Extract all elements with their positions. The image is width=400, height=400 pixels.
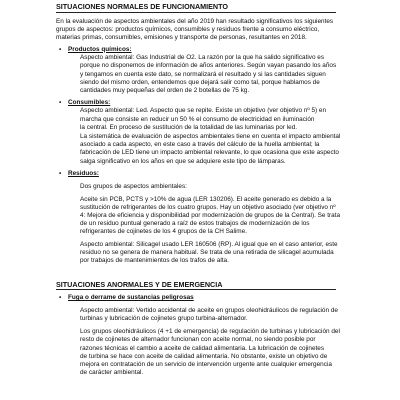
fuga-paragraph-a: [80, 307, 368, 323]
text-line: siendo del mismo orden, entendemos que dejará salir como tal, porque hablamos de: [80, 78, 320, 86]
text-line: sustitución de refrigerantes de los cuatro grupos. Hay un objetivo asociado (ver objetivo nº: [80, 203, 336, 211]
residuos-paragraph-a: [80, 196, 368, 236]
text-line: Aspecto ambiental: Gas Industrial de O2. La razón por la que ha salido significativo es: [80, 54, 325, 62]
text-line: En la evaluación de aspectos ambientales del año 2019 han resultado significativos los siguientes: [56, 17, 334, 25]
text-line: residuo no se genera de manera habitual. Se trata de una retirada de silicagel acumulada: [80, 249, 334, 257]
text-line: salga significativo en los años en que se adquiere este tipo de lámparas.: [80, 157, 286, 165]
text-line: de un residuo puntual generado a raíz de estos trabajos de modernización de los: [80, 220, 310, 228]
text-line: Dos grupos de aspectos ambientales:: [80, 182, 187, 190]
text-line: resto de cojinetes de alternador funcionan con aceite normal, no siendo posible por: [80, 336, 316, 344]
text-line: Aspecto ambiental: Vertido accidental de aceite en grupos oleohidráulicos de regulación de: [80, 307, 338, 315]
text-line: mejora en contratación de un servicio de intervención urgente ante cualquier emergencia: [80, 360, 332, 368]
residuos-paragraph-b: [80, 241, 368, 265]
productos-paragraph: [80, 54, 368, 94]
text-line: refrigerantes de cojinetes de los 4 grupos de la CH Salime.: [80, 228, 247, 236]
text-line: materias primas, consumibles, emisiones y transporte de personas, resultantes en 2018.: [56, 33, 307, 41]
consumibles-paragraph-b: [80, 133, 368, 165]
residuos-intro: [80, 183, 368, 191]
text-line: fabricación de LED tiene un impacto ambiental relevante, lo que ocasiona que este aspecto: [80, 149, 339, 157]
text-line: Aspecto ambiental: Silicagel usado LER 160506 (RP). Al igual que en el caso anterior, este: [80, 241, 338, 249]
text-line: Aspecto ambiental: Led. Aspecto que se repite. Existe un objetivo (ver objetivo nº 5) en: [80, 107, 327, 115]
text-line: cantidades muy pequeñas del orden de 2 botellas de 75 kg.: [80, 86, 250, 94]
text-line: la central. En proceso de sustitución de la totalidad de las luminarias por led.: [80, 123, 298, 131]
bullet-residuos: ▪ Residuos:: [68, 170, 400, 178]
text-line: de carácter ambiental.: [80, 368, 144, 376]
text-line: por trabajos de mantenimientos de los trafos de alta.: [80, 257, 229, 265]
bullet-consumibles: ▪ Consumibles:: [68, 99, 400, 107]
text-line: asociado a cada aspecto, en este caso a través del cálculo de la huella ambiental; la: [80, 141, 320, 149]
fuga-paragraph-b: [80, 328, 368, 377]
text-line: razones técnicas el cambio a aceite de calidad alimentaria. La lubricación de cojinetes: [80, 344, 325, 352]
text-line: Aceite sin PCB, PCTS y >10% de agua (LER 130206). El aceite generado es debido a la: [80, 195, 332, 203]
text-line: marcha que consiste en reducir un 50 % el consumo de electricidad en iluminación: [80, 115, 315, 123]
text-line: Los grupos oleohidráulicos (4 +1 de emergencia) de regulación de turbinas y lubricación del: [80, 328, 340, 336]
text-line: grupos de aspectos: productos químicos, consumibles y residuos frente a consumo eléctrico,: [56, 25, 320, 33]
text-line: turbinas y lubricación de cojinetes grupo turbina-alternador.: [80, 315, 248, 323]
text-line: de turbina se hace con aceite de calidad alimentaria. No obstante, existe un objetivo de: [80, 352, 328, 360]
section-heading-normal: SITUACIONES NORMALES DE FUNCIONAMIENTO: [56, 2, 336, 13]
bullet-fuga-derrame: ▪ Fuga o derrame de sustancias peligrosas: [68, 294, 400, 302]
text-line: 4: Mejora de eficiencia y disponibilidad por modernización de grupos de la Central). Se trata: [80, 211, 341, 219]
intro-paragraph: [56, 18, 344, 42]
consumibles-paragraph-a: [80, 107, 368, 131]
bullet-productos-quimicos: ▪ Productos químicos:: [68, 46, 400, 54]
text-line: y tengamos en cuenta este dato, se normalizará el resultado y si las cantidades siguen: [80, 70, 326, 78]
text-line: La sistemática de evaluación de aspectos ambientales tiene en cuenta el impacto ambiental: [80, 133, 341, 141]
section-heading-emergency: SITUACIONES ANORMALES Y DE EMERGENCIA: [56, 280, 336, 291]
text-line: porque no disponemos de información de años anteriores. Según vayan pasando los años: [80, 62, 337, 70]
